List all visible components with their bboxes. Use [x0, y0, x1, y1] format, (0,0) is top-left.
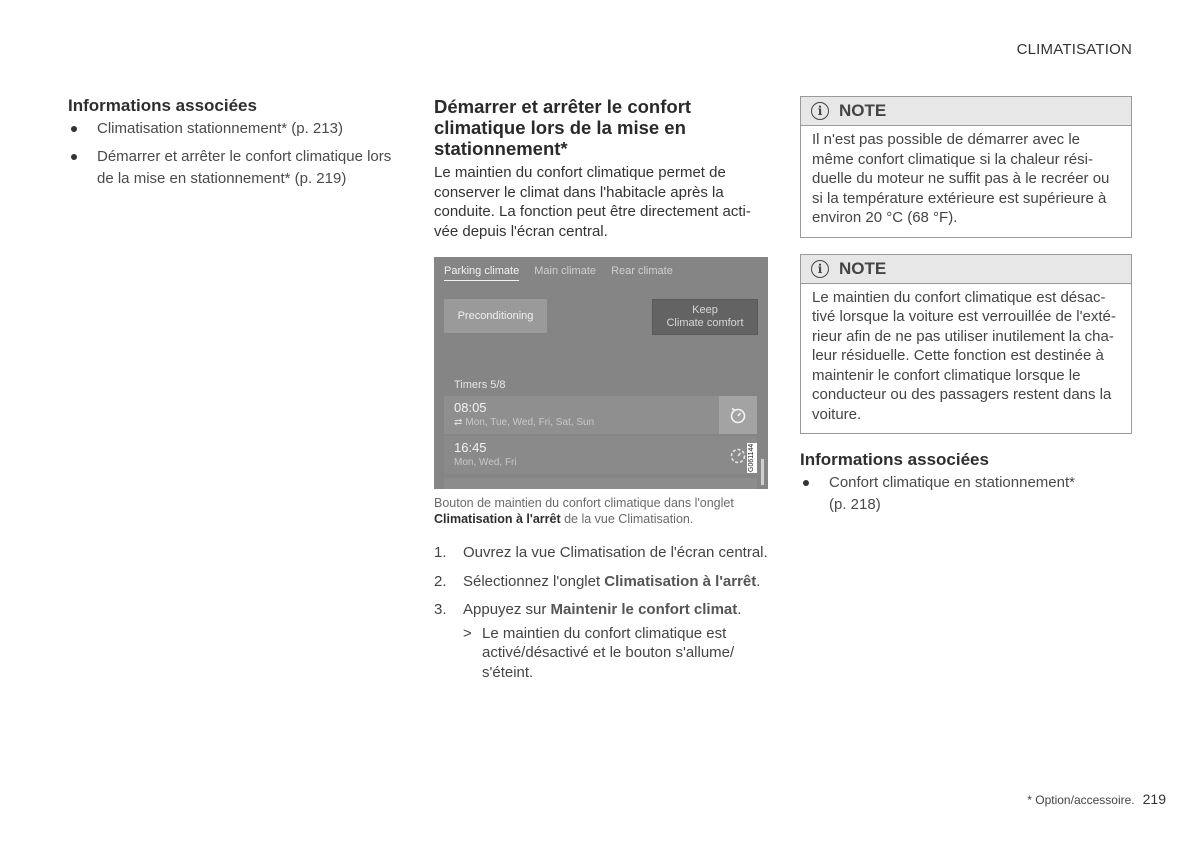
step-item: [434, 572, 768, 592]
note-text: Il n'est pas possible de démarrer avec le même confort climatique si la chaleur rési-duelle du moteur ne suffit pas à le recréer ou si la température extérieure est supérieure à environ 20 °C (68 °F).: [812, 131, 1110, 226]
timer-time: 16:45: [454, 440, 487, 455]
step-text: Ouvrez la vue Climatisation de l'écran central.: [463, 544, 768, 561]
caption-bold-term: Climatisation à l'arrêt: [434, 512, 561, 526]
keep-climate-comfort-button[interactable]: [652, 299, 758, 335]
tab-main-climate[interactable]: Main climate: [534, 265, 597, 277]
note-title: NOTE: [839, 258, 887, 278]
footnote: * Option/accessoire.: [1027, 793, 1135, 807]
step-text: Appuyez sur: [463, 601, 551, 618]
related-info-list: [800, 472, 1132, 516]
step-bold-term: Maintenir le confort climat: [550, 601, 738, 618]
column-middle: [434, 96, 768, 691]
note-header: [801, 255, 1131, 284]
timer-toggle-button[interactable]: [719, 396, 757, 434]
timer-row[interactable]: [444, 396, 757, 434]
caption-text-end: de la vue Climatisation.: [560, 512, 694, 526]
step-result: [463, 624, 768, 683]
step-text-end: .: [737, 601, 742, 618]
timers-label: Timers 5/8: [454, 379, 506, 391]
section-heading: Démarrer et arrêter le confort climatique lors de la mise en stationnement*: [434, 96, 692, 159]
step-text-end: .: [756, 572, 761, 590]
caption-text: Bouton de maintien du confort climatique dans l'onglet: [434, 496, 734, 510]
image-reference-id: G061144: [748, 443, 755, 473]
related-info-heading: Informations associées: [68, 96, 257, 115]
page-footer: [1027, 791, 1166, 807]
preconditioning-button[interactable]: Preconditioning: [444, 299, 547, 333]
note-title: NOTE: [839, 101, 887, 120]
figure-caption: [434, 495, 768, 527]
repeat-icon: ⇄: [454, 417, 463, 428]
note-text: Le maintien du confort climatique est désac-tivé lorsque la voiture est verrouillée de l'exté-rieur afin de ne pas utiliser inutilement la cha-leur résiduelle. Cette fonction est destinée à maintenir le confort climatique lorsque le conducteur ou des passagers restent dans la voiture.: [812, 288, 1116, 423]
timer-row[interactable]: [444, 436, 757, 474]
related-info-item[interactable]: Confort climatique en stationnement* (p. 218): [800, 472, 1089, 516]
column-left: [68, 96, 400, 196]
timer-row-partial: [444, 478, 757, 489]
keep-button-line2: Climate comfort: [666, 317, 744, 329]
note-box: [800, 254, 1132, 435]
intro-paragraph: Le maintien du confort climatique permet de conserver le climat dans l'habitacle après la conduite. La fonction peut être directement acti-vée depuis l'écran central.: [434, 164, 751, 240]
step-item: [434, 600, 768, 682]
timer-days-text: Mon, Wed, Fri: [454, 457, 517, 468]
column-right: [800, 96, 1132, 522]
center-display-screenshot: [434, 257, 768, 489]
timer-days: [454, 417, 594, 428]
climate-tabs: [444, 265, 685, 281]
list-scrollbar[interactable]: [761, 459, 764, 485]
instruction-steps: [434, 543, 768, 682]
note-header: [801, 97, 1131, 126]
info-icon: i: [811, 102, 829, 120]
step-number: 2.: [434, 572, 447, 590]
tab-rear-climate[interactable]: Rear climate: [611, 265, 673, 277]
timer-clock-icon: [728, 445, 748, 465]
related-info-list: [68, 118, 400, 190]
step-item: [434, 543, 768, 563]
related-info-item[interactable]: Démarrer et arrêter le confort climatique lors de la mise en stationnement* (p. 219): [68, 146, 400, 190]
tab-parking-climate[interactable]: Parking climate: [444, 265, 519, 281]
keep-button-line1: Keep: [692, 304, 718, 316]
result-marker: >: [463, 624, 472, 642]
result-text: Le maintien du confort climatique est activé/désactivé et le bouton s'allume/ s'éteint.: [482, 624, 735, 681]
note-box: [800, 96, 1132, 238]
section-title: CLIMATISATION: [1016, 41, 1132, 58]
timer-time: 08:05: [454, 400, 487, 415]
related-info-heading: Informations associées: [800, 450, 989, 469]
page-number: 219: [1142, 791, 1166, 807]
step-number: 1.: [434, 544, 447, 561]
step-bold-term: Climatisation à l'arrêt: [604, 572, 757, 590]
info-icon: i: [811, 260, 829, 278]
timer-clock-icon: [728, 405, 748, 425]
step-number: 3.: [434, 601, 447, 618]
timer-days-text: Mon, Tue, Wed, Fri, Sat, Sun: [465, 417, 595, 428]
step-text: Sélectionnez l'onglet: [463, 572, 605, 590]
related-info-item[interactable]: Climatisation stationnement* (p. 213): [68, 118, 400, 140]
